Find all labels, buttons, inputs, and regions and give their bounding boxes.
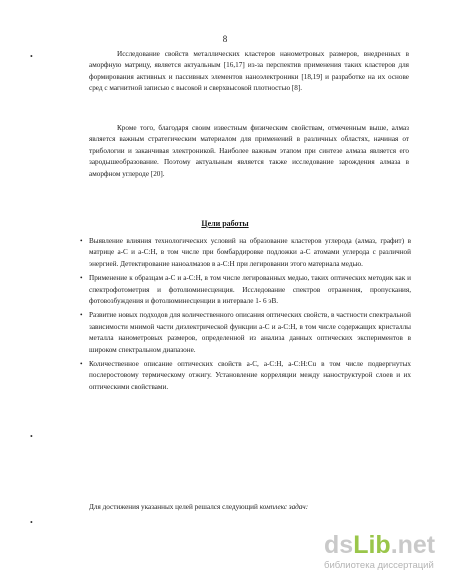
goal-item xyxy=(80,310,411,356)
goal-text: Применение к образцам a-C и a-C:H, в том числе легированных медью, таких оптических методик как и спектрофотометрия и фотолюминесценция. Исследование спектров отражения, пропускания, фотовозбуждения и фотолюминесценции в интервале 1- 6 эВ. xyxy=(89,274,411,306)
section-heading: Цели работы xyxy=(201,219,249,228)
goal-item xyxy=(80,359,411,393)
closing-emphasis: комплекс задач: xyxy=(259,503,309,511)
diamond-paragraph xyxy=(89,123,409,180)
watermark-subtitle: библиотека диссертаций xyxy=(324,560,434,571)
goal-item xyxy=(80,273,411,307)
page-number: 8 xyxy=(222,34,228,44)
goal-text: Развитие новых подходов для количественного описания оптических свойств, в частности спектральной зависимости мнимой части диэлектрической функции a-C и a-C:H, в том числе содержащих кристаллы металла нанометровых размеров, определенной из анализа данных оптических экспериментов в широком спектральном диапазоне. xyxy=(89,311,411,354)
paragraph-text: Кроме того, благодаря своим известным физическим свойствам, отмеченным выше, алмаз является важным стратегическим материалом для применений в различных областях, начиная от трибологии и заканчивая электроникой. Наиболее важным этапом при синтезе алмаза является его зародышеобразование. Поэтому актуальным является также исследование зарождения алмаза в аморфном углероде [20]. xyxy=(89,124,409,178)
bullet-icon: • xyxy=(80,360,83,369)
goals-list xyxy=(80,236,411,396)
closing-line xyxy=(89,502,419,513)
closing-text: Для достижения указанных целей решался следующий xyxy=(89,503,258,511)
margin-mark: • xyxy=(30,518,33,527)
intro-paragraph xyxy=(89,49,409,95)
goal-text: Количественное описание оптических свойств a-C, a-C:H, a-C:H:Cu в том числе подвергнутых послеростовому термическому отжигу. Установление корреляции между наноструктурой слоев и их оптическими свойствами. xyxy=(89,360,411,391)
bullet-icon: • xyxy=(80,237,83,245)
paragraph-text: Исследование свойств металлических кластеров нанометровых размеров, внедренных в аморфную матрицу, является актуальным [16,17] из-за перспектив применения таких кластеров для формирования активных и пассивных элементов наноэлектроники [18,19] и разработке на их основе сред с магнитной записью с высокой и сверхвысокой плотностью [8]. xyxy=(89,50,409,93)
bullet-icon: • xyxy=(80,311,83,320)
goal-text: Выявление влияния технологических условий на образование кластеров углерода (алмаз, графит) в матрице a-C и a-C:H, в том числе при бомбардировке подложки a-C атомами углерода с различной энергией. Детектирование наноалмазов в a-C:H при легировании этого материала медью. xyxy=(89,237,411,268)
margin-mark: • xyxy=(30,52,33,61)
dslib-watermark[interactable] xyxy=(324,532,434,571)
goal-item xyxy=(80,236,411,270)
margin-mark: • xyxy=(30,432,33,441)
bullet-icon: • xyxy=(80,274,83,283)
dslib-logo: dsLib.net xyxy=(324,531,436,559)
